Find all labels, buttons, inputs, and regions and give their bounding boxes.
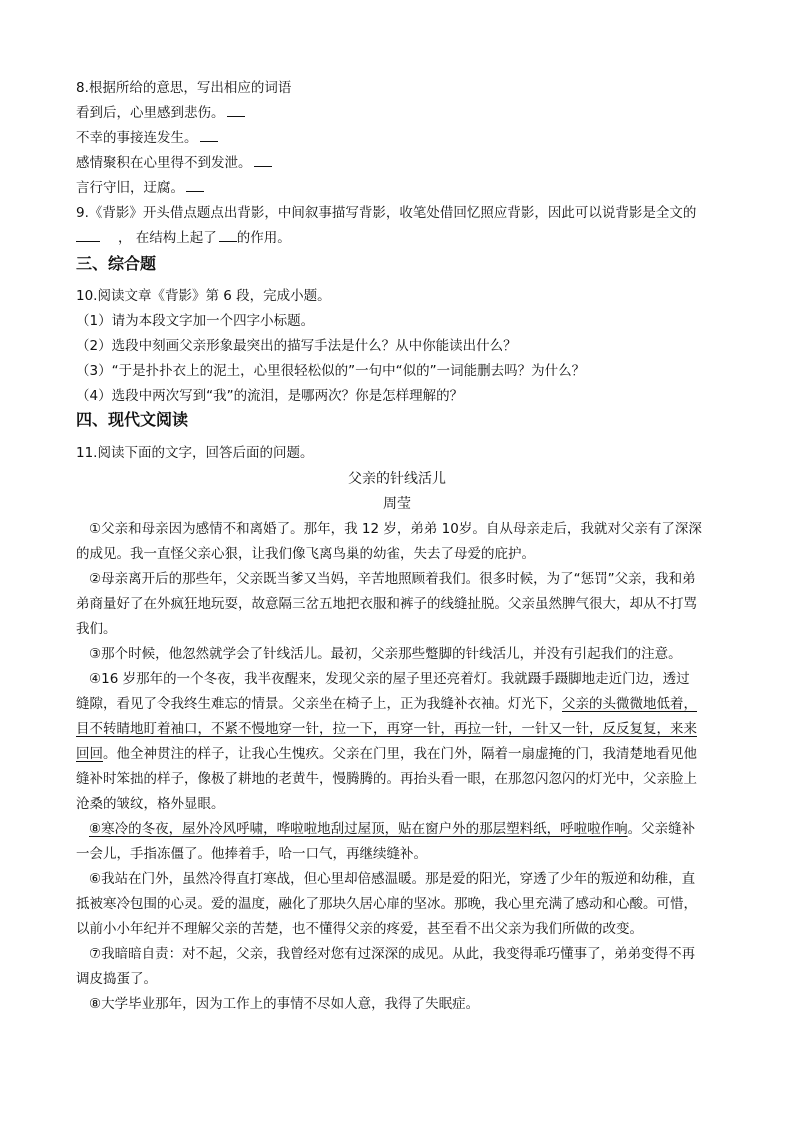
answer-blank bbox=[254, 154, 272, 167]
article-p5-line-1: ⑧寒冷的冬夜，屋外冷风呼啸，哗啦啦地刮过屋顶，贴在窗户外的那层塑料纸，呼啦啦作响。父亲缝补 bbox=[89, 821, 696, 837]
answer-blank bbox=[219, 229, 237, 242]
section-heading-3: 三、综合题 bbox=[76, 254, 157, 273]
article-p4-line-5: 缝补时笨拙的样子，像极了耕地的老黄牛，慢腾腾的。再抬头看一眼，在那忽闪忽闪的灯光中，父亲脸上 bbox=[76, 771, 697, 787]
answer-blank bbox=[76, 229, 100, 242]
q10-item-4: （4）选段中两次写到“我”的流泪，是哪两次？你是怎样理解的？ bbox=[76, 388, 464, 404]
underlined-text: 目不转睛地盯着袖口，不紧不慢地穿一针，拉一下，再穿一针，再拉一针，一针又一针，反反复复，来来 bbox=[76, 721, 697, 737]
article-p2-line-1: ②母亲离开后的那些年，父亲既当爹又当妈，辛苦地照顾着我们。很多时候，为了“惩罚”父亲，我和弟 bbox=[89, 571, 696, 587]
q10-item-3: （3）“于是扑扑衣上的泥土，心里很轻松似的”一句中“似的”一词能删去吗？为什么？ bbox=[76, 363, 586, 379]
q11-intro: 11.阅读下面的文字，回答后面的问题。 bbox=[76, 445, 314, 461]
article-p1-line-2: 的成见。我一直怪父亲心狠，让我们像飞离鸟巢的幼雀，失去了母爱的庇护。 bbox=[76, 546, 535, 562]
q8-item-2: 不幸的事接连发生。 bbox=[76, 129, 726, 147]
q10-item-1: （1）请为本段文字加一个四字小标题。 bbox=[76, 313, 315, 329]
answer-blank bbox=[186, 179, 204, 192]
article-p4-line-2: 缝隙，看见了令我终生难忘的情景。父亲坐在椅子上，正为我缝补衣袖。灯光下，父亲的头微微地低着， bbox=[76, 696, 697, 712]
article-p1-line-1: ①父亲和母亲因为感情不和离婚了。那年，我 12 岁，弟弟 10岁。自从母亲走后，我就对父亲有了深深 bbox=[89, 521, 702, 537]
underlined-text: 父亲的头微微地低着， bbox=[562, 696, 697, 712]
article-p6-line-2: 抵被寒冷包围的心灵。爱的温度，融化了那块久居心扉的坚冰。那晚，我心里充满了感动和心酸。可惜， bbox=[76, 896, 697, 912]
article-p4-line-1: ④16 岁那年的一个冬夜，我半夜醒来，发现父亲的屋子里还亮着灯。我就蹑手蹑脚地走近门边，透过 bbox=[89, 671, 690, 687]
article-p5-line-2: 一会儿，手指冻僵了。他捧着手，哈一口气，再继续缝补。 bbox=[76, 846, 427, 862]
q8-item-3: 感情聚积在心里得不到发泄。 bbox=[76, 154, 726, 172]
q10-item-2: （2）选段中刻画父亲形象最突出的描写手法是什么？从中你能读出什么？ bbox=[76, 338, 517, 354]
underlined-text: ⑧寒冷的冬夜，屋外冷风呼啸，哗啦啦地刮过屋顶，贴在窗户外的那层塑料纸，呼啦啦作响 bbox=[89, 821, 628, 837]
answer-blank bbox=[227, 104, 245, 117]
article-p4-line-3 bbox=[76, 720, 726, 738]
article-p6-line-3: 以前小小年纪并不理解父亲的苦楚，也不懂得父亲的疼爱，甚至看不出父亲为我们所做的改变。 bbox=[76, 921, 643, 937]
article-p3-line-1: ③那个时候，他忽然就学会了针线活儿。最初，父亲那些蹩脚的针线活儿，并没有引起我们的注意。 bbox=[89, 646, 682, 662]
article-p6-line-1: ⑥我站在门外，虽然冷得直打寒战，但心里却倍感温暖。那是爱的阳光，穿透了少年的叛逆和幼稚，直 bbox=[89, 871, 696, 887]
article-p2-line-3: 我们。 bbox=[76, 621, 117, 637]
article-title: 父亲的针线活儿 bbox=[348, 471, 446, 487]
q8-item-1: 看到后，心里感到悲伤。 bbox=[76, 104, 726, 122]
q8-title: 8.根据所给的意思，写出相应的词语 bbox=[76, 80, 292, 96]
article-author: 周莹 bbox=[383, 496, 411, 512]
q10-intro: 10.阅读文章《背影》第 6 段，完成小题。 bbox=[76, 288, 331, 304]
section-heading-4: 四、现代文阅读 bbox=[76, 410, 189, 429]
q9-line-2: ， 在结构上起了 的作用。 bbox=[76, 229, 726, 247]
article-p4-line-4: 回回。他全神贯注的样子，让我心生愧疚。父亲在门里，我在门外，隔着一扇虚掩的门，我清楚地看见他 bbox=[76, 746, 697, 762]
q9-line-1: 9.《背影》开头借点题点出背影，中间叙事描写背影，收笔处借回忆照应背影，因此可以说背影是全文的 bbox=[76, 205, 697, 221]
q8-item-4: 言行守旧，迂腐。 bbox=[76, 179, 726, 197]
article-p7-line-2: 调皮捣蛋了。 bbox=[76, 971, 157, 987]
article-p7-line-1: ⑦我暗暗自责：对不起，父亲，我曾经对您有过深深的成见。从此，我变得乖巧懂事了，弟弟变得不再 bbox=[89, 946, 696, 962]
underlined-text: 回回 bbox=[76, 746, 103, 762]
answer-blank bbox=[200, 129, 218, 142]
article-p4-line-6: 沧桑的皱纹，格外显眼。 bbox=[76, 796, 225, 812]
article-p2-line-2: 弟商量好了在外疯狂地玩耍，故意隔三岔五地把衣服和裤子的线缝扯脱。父亲虽然脾气很大，却从不打骂 bbox=[76, 596, 697, 612]
article-p8-line-1: ⑧大学毕业那年，因为工作上的事情不尽如人意，我得了失眠症。 bbox=[89, 996, 480, 1012]
